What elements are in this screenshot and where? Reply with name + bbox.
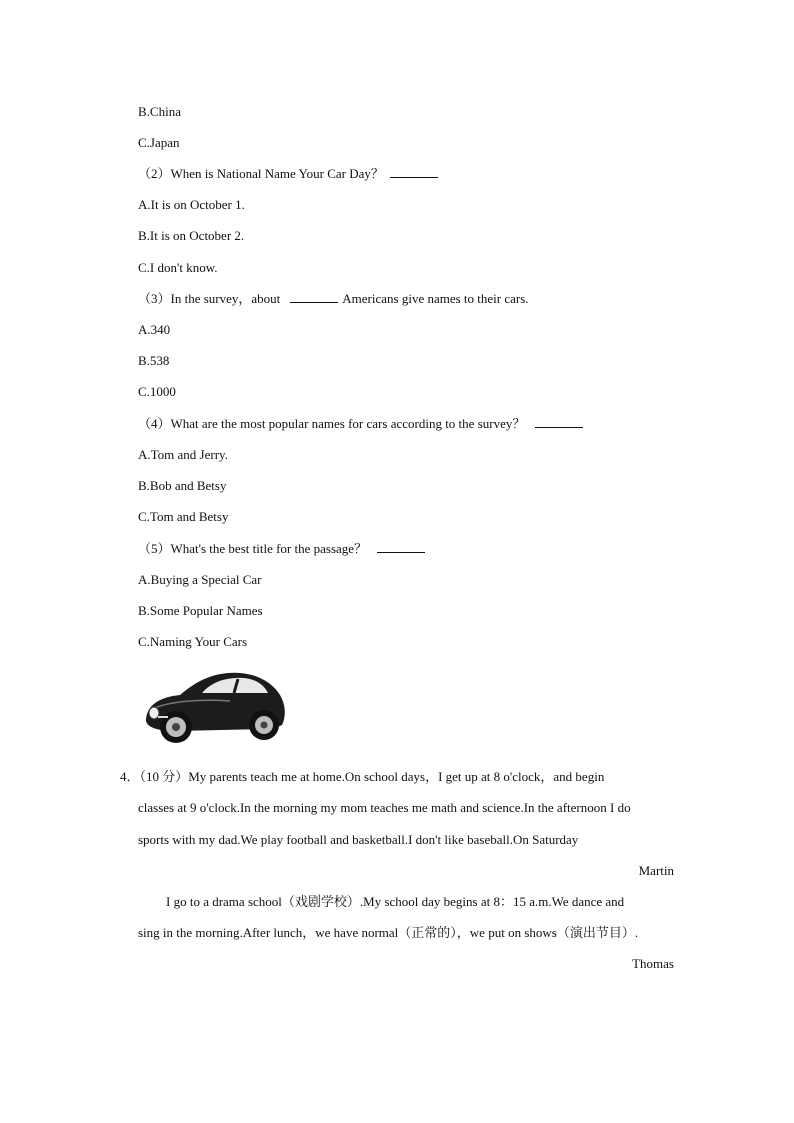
q4-option-a: A.Tom and Jerry. — [138, 447, 228, 462]
q2-option-c: C.I don't know. — [138, 260, 218, 275]
passage4-author-thomas: Thomas — [632, 956, 674, 971]
answer-blank — [390, 167, 438, 178]
answer-blank — [377, 542, 425, 553]
q4-option-c: C.Tom and Betsy — [138, 509, 229, 524]
q3-stem — [138, 291, 529, 307]
passage4-line4: I go to a drama school（戏剧学校）.My school day begins at 8：15 a.m.We dance and — [166, 894, 625, 909]
passage4-author-martin: Martin — [638, 863, 674, 878]
q3-stem-a: （3）In the survey，about — [138, 291, 281, 306]
passage4-line2: classes at 9 o'clock.In the morning my mom teaches me math and science.In the afternoon I do — [138, 800, 631, 815]
car-illustration — [140, 665, 288, 751]
q3-option-b: B.538 — [138, 353, 170, 368]
q4-stem — [138, 416, 583, 432]
answer-blank — [290, 292, 338, 303]
q5-stem-text: （5）What's the best title for the passage？ — [138, 541, 368, 556]
q5-option-a: A.Buying a Special Car — [138, 572, 262, 587]
q3-option-a: A.340 — [138, 322, 171, 337]
q2-option-b: B.It is on October 2. — [138, 228, 245, 243]
passage4-line5: sing in the morning.After lunch，we have normal（正常的），we put on shows（演出节目）. — [138, 925, 639, 940]
q5-option-c: C.Naming Your Cars — [138, 634, 248, 649]
q3-option-c: C.1000 — [138, 384, 176, 399]
answer-blank — [535, 417, 583, 428]
passage4-line3: sports with my dad.We play football and basketball.I don't like baseball.On Saturday — [138, 832, 579, 847]
q2-option-a: A.It is on October 1. — [138, 197, 245, 212]
q2-stem — [138, 166, 438, 182]
q1-option-c: C.Japan — [138, 135, 180, 150]
q1-option-b: B.China — [138, 104, 181, 119]
q5-option-b: B.Some Popular Names — [138, 603, 263, 618]
q5-stem — [138, 541, 425, 557]
q4-option-b: B.Bob and Betsy — [138, 478, 227, 493]
q2-stem-text: （2）When is National Name Your Car Day？ — [138, 166, 384, 181]
q3-stem-b: Americans give names to their cars. — [342, 291, 529, 306]
passage4-line1: 4．（10 分）My parents teach me at home.On school days，I get up at 8 o'clock，and begin — [120, 769, 605, 784]
q4-stem-text: （4）What are the most popular names for cars according to the survey？ — [138, 416, 526, 431]
